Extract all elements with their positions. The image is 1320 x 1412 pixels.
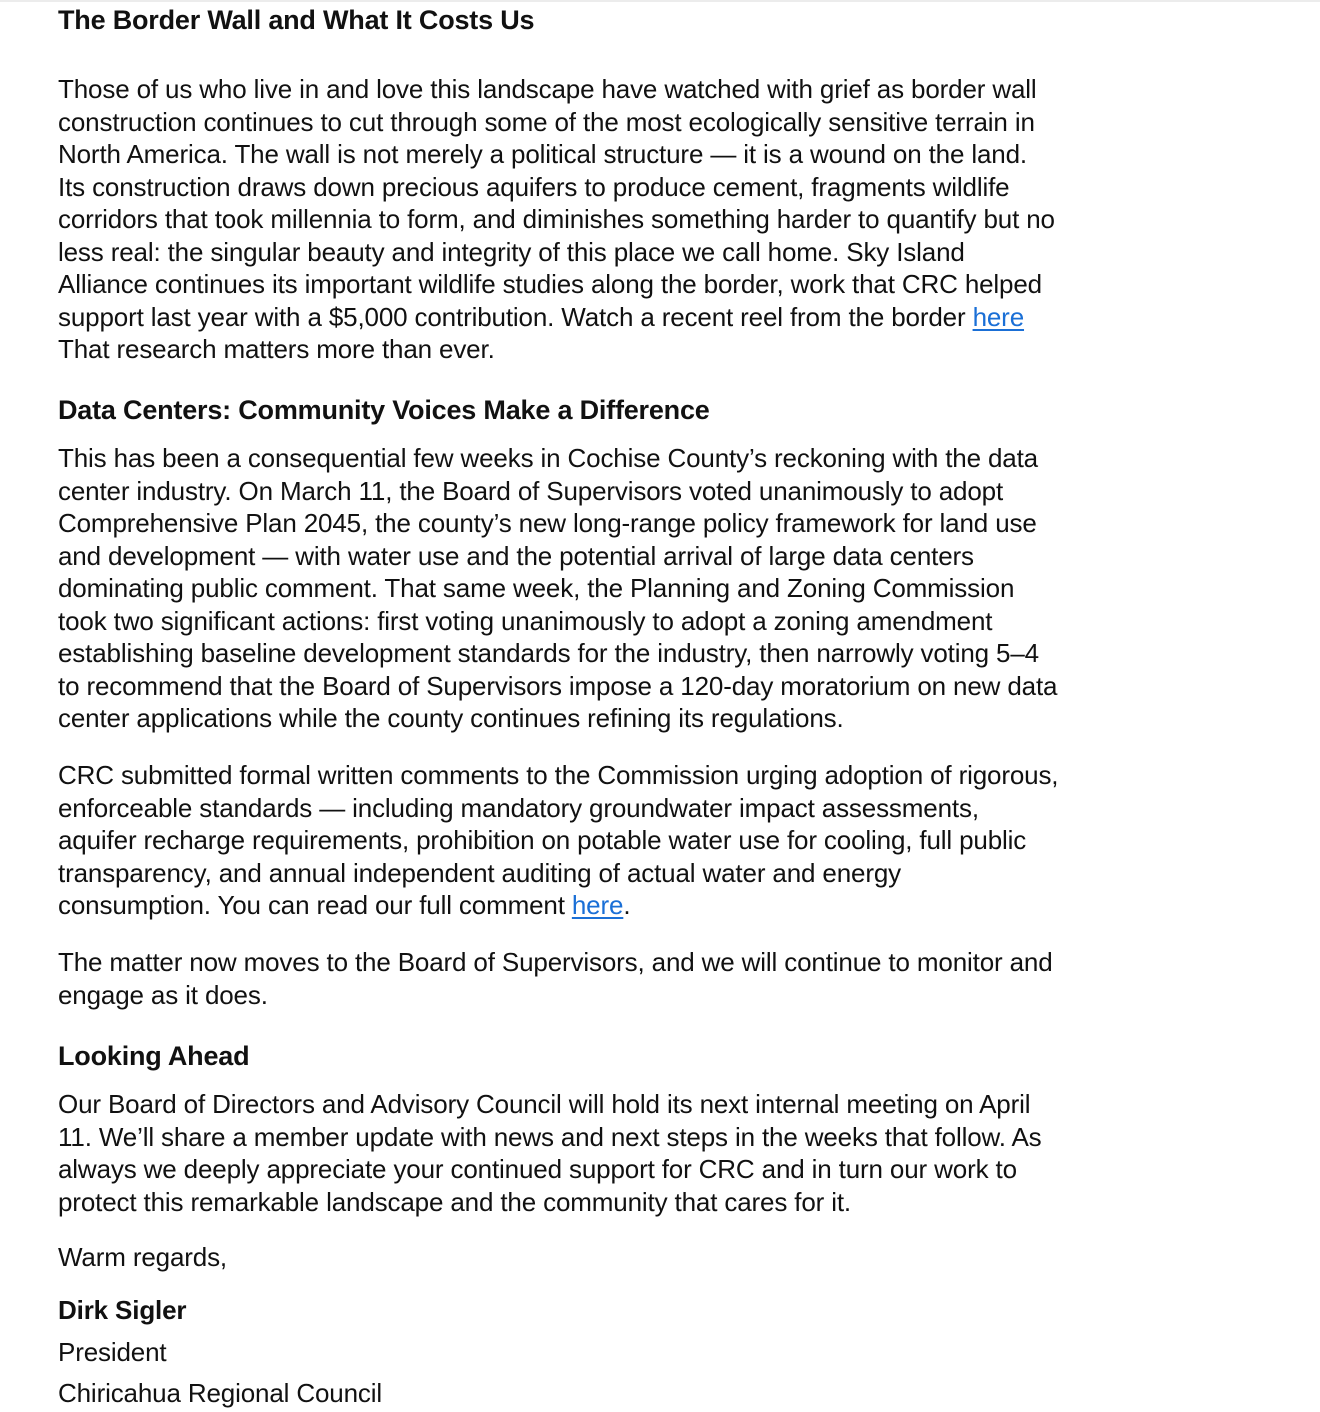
text-line: protect this remarkable landscape and the community that cares for it. [58, 1186, 851, 1217]
text-line: center applications while the county continues refining its regulations. [58, 703, 844, 733]
paragraph-border-wall [58, 73, 1055, 366]
text-line: 11. We’ll share a member update with news and next steps in the weeks that follow. As [58, 1121, 1042, 1152]
text-line-with-link [58, 889, 1058, 922]
text-line: Its construction draws down precious aquifers to produce cement, fragments wildlife [58, 171, 1010, 202]
text-segment: support last year with a $5,000 contribution. Watch a recent reel from the border [58, 301, 973, 332]
text-line: dominating public comment. That same week, the Planning and Zoning Commission [58, 573, 1015, 603]
text-line: The matter now moves to the Board of Supervisors, and we will continue to monitor and [58, 947, 1053, 977]
text-line: took two significant actions: first voting unanimously to adopt a zoning amendment [58, 605, 993, 636]
text-line: Those of us who live in and love this landscape have watched with grief as border wall [58, 74, 1037, 104]
section-heading-data-centers: Data Centers: Community Voices Make a Difference [58, 395, 710, 425]
paragraph-looking-ahead [58, 1088, 1042, 1218]
text-segment: . [623, 890, 631, 920]
signer-title: President [58, 1337, 167, 1367]
text-line: North America. The wall is not merely a political structure — it is a wound on the land. [58, 139, 1027, 169]
text-segment: consumption. You can read our full comment [58, 890, 572, 920]
signer-name: Dirk Sigler [58, 1295, 187, 1325]
text-line-with-link [58, 301, 1055, 334]
text-line: That research matters more than ever. [58, 334, 495, 364]
text-line: engage as it does. [58, 979, 268, 1010]
text-line: aquifer recharge requirements, prohibition on potable water use for cooling, full public [58, 825, 1027, 855]
closing: Warm regards, [58, 1242, 228, 1272]
text-line: less real: the singular beauty and integrity of this place we call home. Sky Island [58, 236, 965, 267]
border-reel-link[interactable]: here [972, 301, 1025, 332]
signer-organization: Chiricahua Regional Council [58, 1378, 383, 1408]
paragraph-next-steps [58, 946, 1053, 1011]
text-line: enforceable standards — including mandatory groundwater impact assessments, [58, 792, 979, 823]
text-line: Comprehensive Plan 2045, the county’s new long-range policy framework for land use [58, 508, 1037, 538]
full-comment-link[interactable]: here [571, 890, 624, 920]
text-line: Alliance continues its important wildlife studies along the border, work that CRC helped [58, 269, 1042, 299]
text-line: This has been a consequential few weeks in Cochise County’s reckoning with the data [58, 443, 1038, 473]
top-border [0, 0, 1320, 2]
text-line: CRC submitted formal written comments to the Commission urging adoption of rigorous, [58, 760, 1059, 790]
text-line: Our Board of Directors and Advisory Council will hold its next internal meeting on April [58, 1089, 1031, 1119]
text-line: to recommend that the Board of Supervisors impose a 120-day moratorium on new data [58, 670, 1058, 701]
text-line: center industry. On March 11, the Board of Supervisors voted unanimously to adopt [58, 475, 1004, 506]
section-heading-looking-ahead: Looking Ahead [58, 1041, 250, 1071]
text-line: construction continues to cut through some of the most ecologically sensitive terrain in [58, 106, 1035, 137]
section-heading-border-wall: The Border Wall and What It Costs Us [58, 5, 535, 35]
text-line: and development — with water use and the potential arrival of large data centers [58, 540, 974, 571]
text-line: transparency, and annual independent auditing of actual water and energy [58, 857, 901, 888]
paragraph-crc-comments [58, 759, 1058, 922]
text-line: establishing baseline development standards for the industry, then narrowly voting 5–4 [58, 638, 1039, 668]
text-line: always we deeply appreciate your continued support for CRC and in turn our work to [58, 1154, 1017, 1184]
signature-block [58, 1241, 227, 1274]
paragraph-data-centers-update [58, 442, 1057, 735]
text-line: corridors that took millennia to form, and diminishes something harder to quantify but no [58, 204, 1055, 234]
